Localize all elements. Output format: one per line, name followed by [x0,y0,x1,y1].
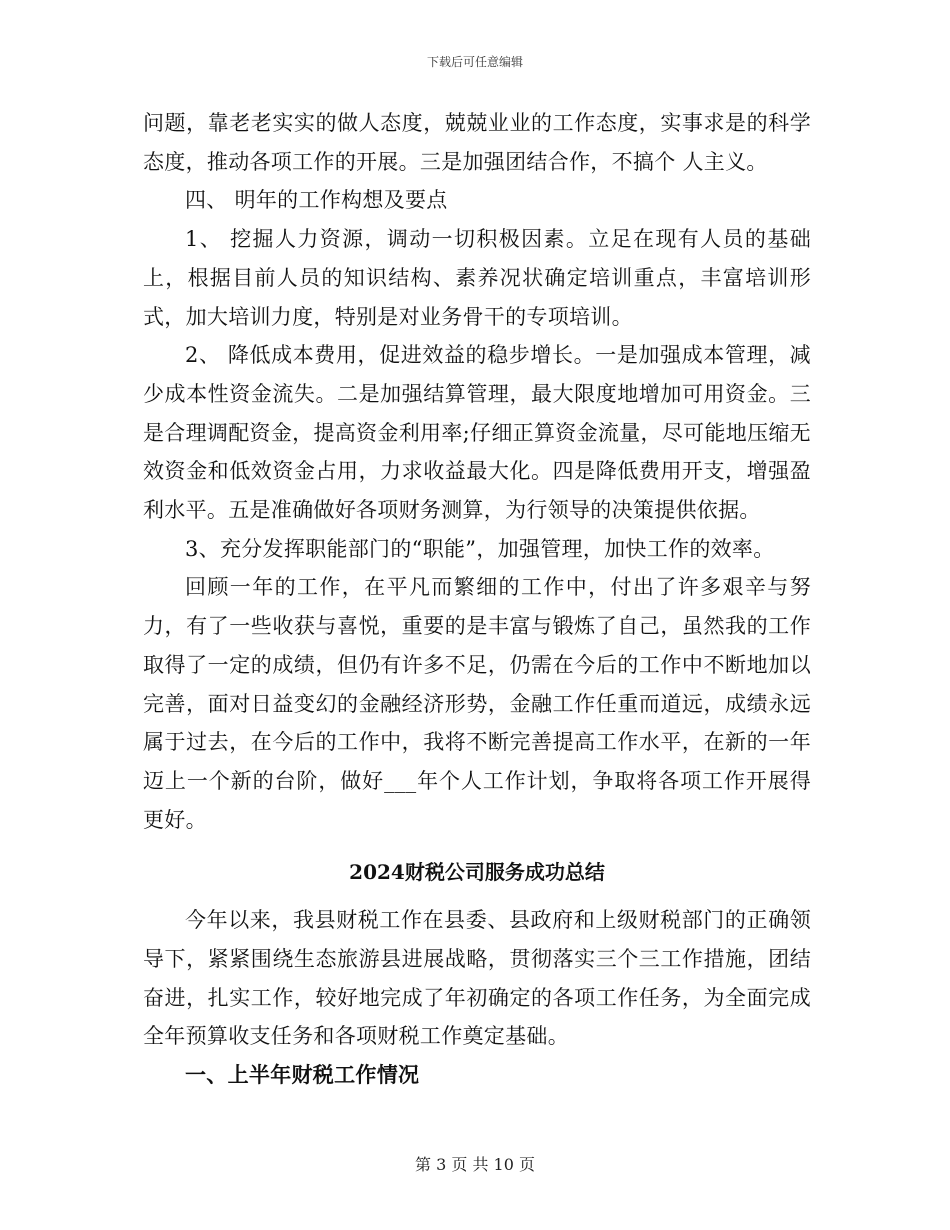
paragraph-item-2: 2、 降低成本费用，促进效益的稳步增长。一是加强成本管理，减少成本性资金流失。二是加强结算管理，最大限度地增加可用资金。三是合理调配资金，提高资金利用率;仔细正算资金流量，尽可能地压缩无效资金和低效资金占用，力求收益最大化。四是降低费用开支，增强盈利水平。五是准确做好各项财务测算，为行领导的决策提供依据。 [143,343,811,523]
document-body [143,104,811,1095]
paragraph-intro: 今年以来，我县财税工作在县委、县政府和上级财税部门的正确领导下，紧紧围绕生态旅游县进展战略，贯彻落实三个三工作措施，团结奋进，扎实工作，较好地完成了年初确定的各项工作任务，为全面完成全年预算收支任务和各项财税工作奠定基础。 [143,908,811,1049]
section-heading-plan: 四、 明年的工作构想及要点 [185,188,448,213]
page-footer: 第 3 页 共 10 页 [415,1155,535,1174]
paragraph-review: 回顾一年的工作，在平凡而繁细的工作中，付出了许多艰辛与努力，有了一些收获与喜悦，重要的是丰富与锻炼了自己，虽然我的工作取得了一定的成绩，但仍有许多不足，仍需在今后的工作中不断地加以完善，面对日益变幻的金融经济形势，金融工作任重而道远，成绩永远属于过去，在今后的工作中，我将不断完善提高工作水平，在新的一年迈上一个新的台阶，做好___年个人工作计划，争取将各项工作开展得更好。 [143,575,811,832]
paragraph-item-1: 1、 挖掘人力资源，调动一切积极因素。立足在现有人员的基础上，根据目前人员的知识结构、素养况状确定培训重点，丰富培训形式，加大培训力度，特别是对业务骨干的专项培训。 [143,227,811,329]
section-title: 2024财税公司服务成功总结 [349,860,605,885]
paragraph-item-3: 3、充分发挥职能部门的“职能”，加强管理，加快工作的效率。 [185,536,775,561]
page-header: 下载后可任意编辑 [426,55,523,69]
sub-heading: 一、上半年财税工作情况 [185,1063,420,1088]
paragraph: 问题，靠老老实实的做人态度，兢兢业业的工作态度，实事求是的科学态度，推动各项工作的开展。三是加强团结合作，不搞个 人主义。 [143,111,811,174]
